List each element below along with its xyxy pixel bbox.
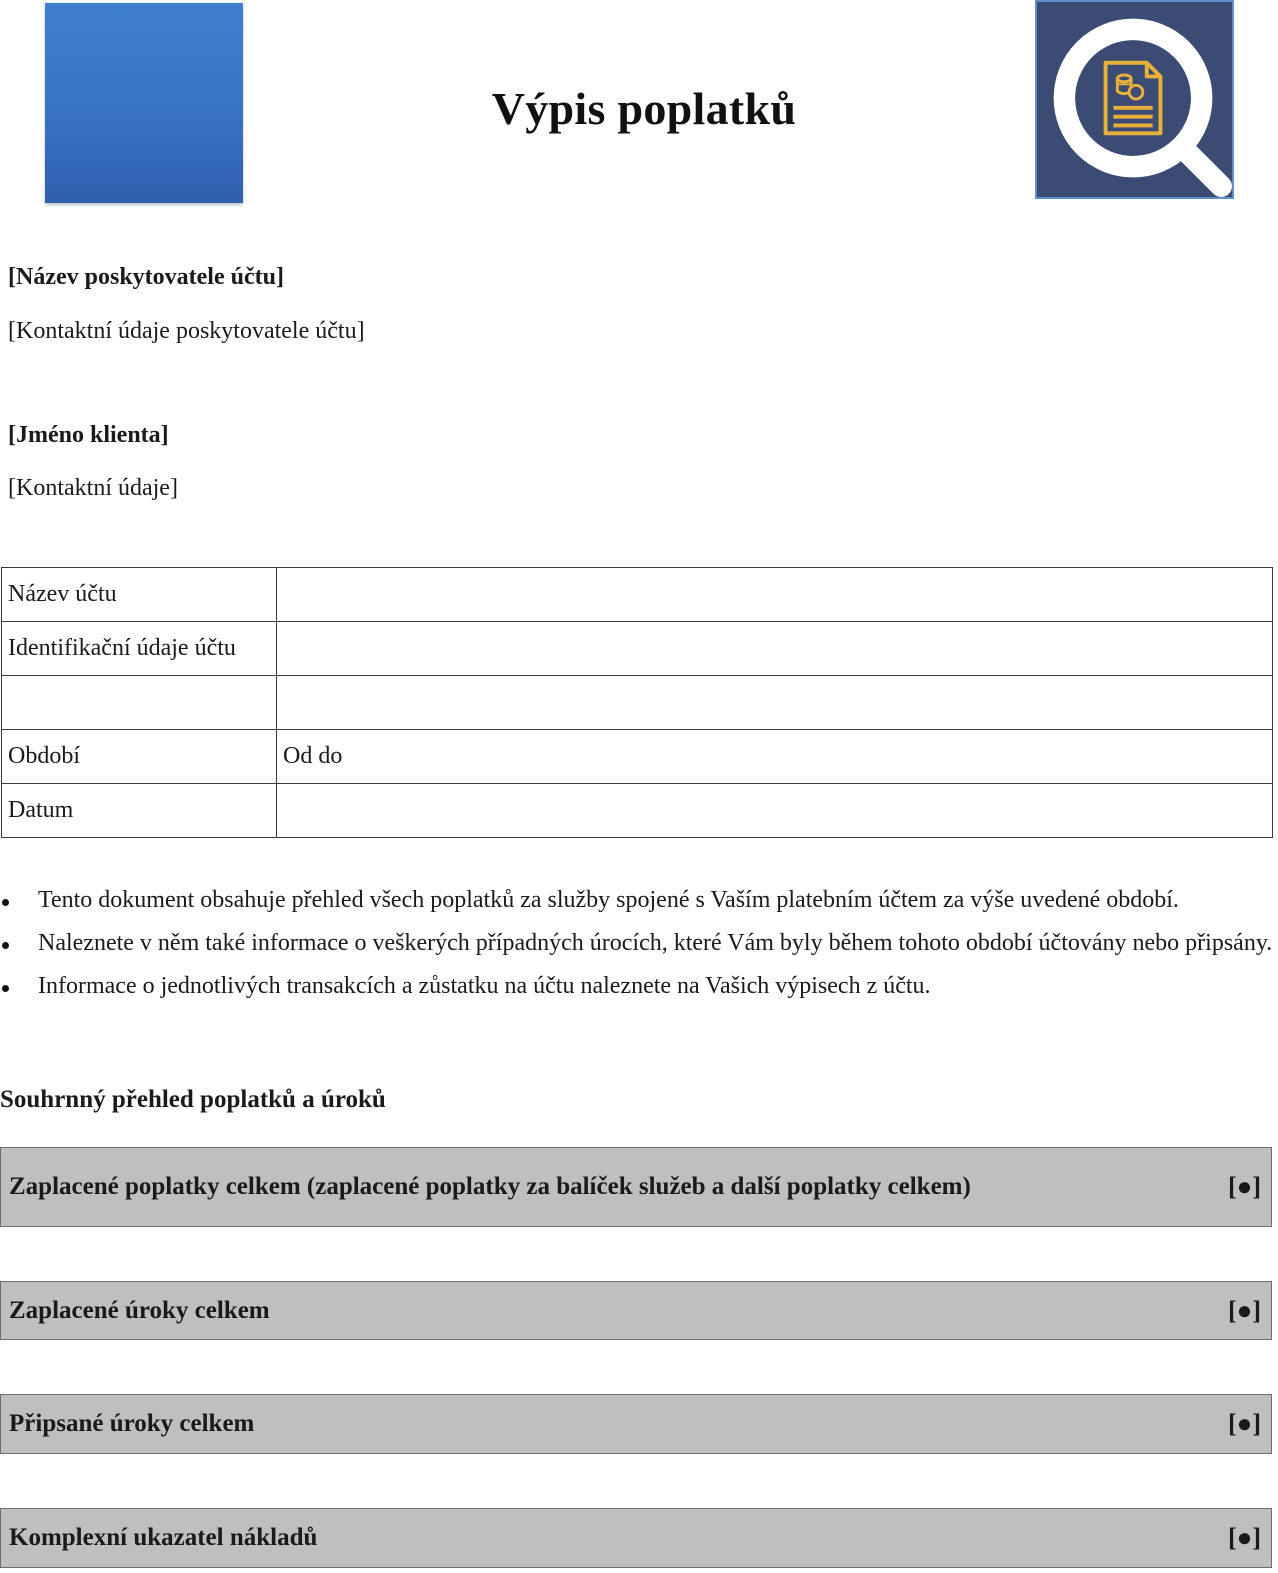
- table-row: [2, 622, 1273, 676]
- notes-list: [0, 885, 1274, 1014]
- summary-label: Komplexní ukazatel nákladů: [9, 1524, 318, 1551]
- summary-heading: Souhrnný přehled poplatků a úroků: [0, 1086, 386, 1113]
- table-cell-label: Období: [2, 730, 277, 784]
- client-contact: [Kontaktní údaje]: [8, 475, 178, 501]
- summary-value: [●]: [1227, 1523, 1261, 1552]
- summary-label: Zaplacené úroky celkem: [9, 1296, 270, 1324]
- table-cell-label: Název účtu: [2, 568, 277, 622]
- magnifier-document-coins-icon: [1037, 2, 1232, 197]
- summary-label: Zaplacené poplatky celkem (zaplacené poplatky za balíček služeb a další poplatky celkem): [9, 1173, 971, 1200]
- table-cell-label: Identifikační údaje účtu: [2, 622, 277, 676]
- table-row: [2, 730, 1273, 784]
- table-cell-value: [277, 676, 1273, 730]
- summary-interest-paid: [0, 1281, 1272, 1340]
- account-info-table: [1, 567, 1273, 838]
- list-item: Naleznete v něm také informace o veškerých případných úrocích, které Vám byly během tohoto období účtovány nebo připsány.: [0, 928, 1274, 958]
- list-item: Tento dokument obsahuje přehled všech poplatků za služby spojené s Vaším platebním účtem za výše uvedené období.: [0, 885, 1274, 915]
- list-item: Informace o jednotlivých transakcích a zůstatku na účtu naleznete na Vašich výpisech z účtu.: [0, 971, 1274, 1001]
- account-identification-value: [277, 622, 1273, 676]
- summary-value: [●]: [1227, 1295, 1261, 1325]
- date-value: [277, 784, 1273, 838]
- table-row: [2, 676, 1273, 730]
- table-row: [2, 568, 1273, 622]
- summary-cost-indicator: [0, 1508, 1272, 1568]
- period-value: Od do: [277, 730, 1273, 784]
- provider-contact: [Kontaktní údaje poskytovatele účtu]: [8, 318, 365, 344]
- page-title: Výpis poplatků: [491, 83, 797, 134]
- account-name-value: [277, 568, 1273, 622]
- table-row: [2, 784, 1273, 838]
- summary-label: Připsané úroky celkem: [9, 1410, 255, 1437]
- client-name: [Jméno klienta]: [8, 422, 169, 448]
- summary-value: [●]: [1227, 1409, 1261, 1438]
- table-cell-label: [2, 676, 277, 730]
- fee-statement-logo: [1035, 0, 1234, 199]
- summary-fees-total: [0, 1147, 1272, 1227]
- summary-value: [●]: [1227, 1172, 1261, 1201]
- provider-name: [Název poskytovatele účtu]: [8, 264, 284, 290]
- table-cell-label: Datum: [2, 784, 277, 838]
- summary-interest-credited: [0, 1394, 1272, 1454]
